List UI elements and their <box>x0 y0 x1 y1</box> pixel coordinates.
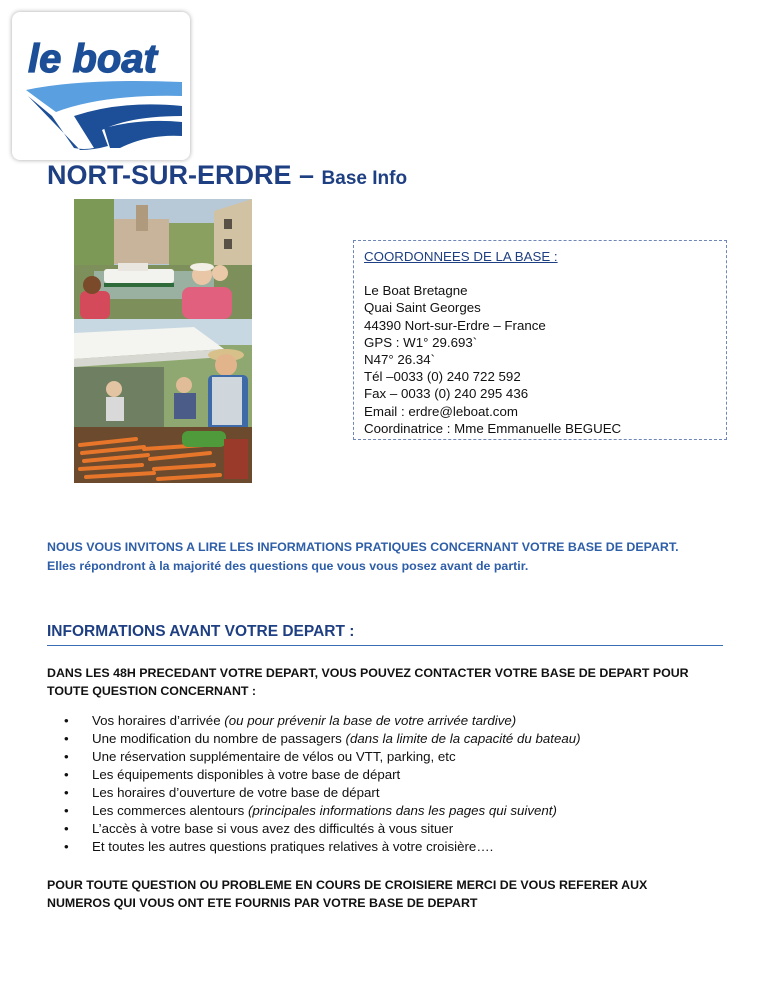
bullet-icon: • <box>64 839 69 854</box>
invite-line-1: NOUS VOUS INVITONS A LIRE LES INFORMATIONS PRATIQUES CONCERNANT VOTRE BASE DE DEPART. <box>47 540 679 554</box>
title-main: NORT-SUR-ERDRE – <box>47 160 322 190</box>
bullet-icon: • <box>64 731 69 746</box>
market-stall-photo <box>74 319 252 483</box>
bullet-icon: • <box>64 821 69 836</box>
coordinates-line-company: Le Boat Bretagne <box>364 283 468 299</box>
coordinates-line-email: Email : erdre@leboat.com <box>364 403 518 419</box>
list-item: • Les équipements disponibles à votre base de départ <box>64 767 401 782</box>
outro-line-2: NUMEROS QUI VOUS ONT ETE FOURNIS PAR VOTRE BASE DE DEPART <box>47 896 478 910</box>
coordinates-line-fax: Fax – 0033 (0) 240 295 436 <box>364 386 529 402</box>
coordinates-line-gps-west: GPS : W1° 29.693` <box>364 334 478 350</box>
bullet-icon: • <box>64 767 69 782</box>
intro-line-1: DANS LES 48H PRECEDANT VOTRE DEPART, VOUS POUVEZ CONTACTER VOTRE BASE DE DEPART POUR <box>47 666 689 680</box>
coordinates-line-city: 44390 Nort-sur-Erdre – France <box>364 317 546 333</box>
coordinates-line-gps-north: N47° 26.34` <box>364 352 436 368</box>
logo-wordmark: le boat <box>28 37 157 81</box>
bullet-icon: • <box>64 785 69 800</box>
bullet-icon: • <box>64 803 69 818</box>
outro-paragraph <box>47 876 737 912</box>
list-item: • Une modification du nombre de passagers (dans la limite de la capacité du bateau) <box>64 731 581 746</box>
coordinates-line-phone: Tél –0033 (0) 240 722 592 <box>364 369 521 385</box>
base-coordinates-box <box>353 240 727 440</box>
section-heading: INFORMATIONS AVANT VOTRE DEPART : <box>47 622 723 646</box>
bullet-icon: • <box>64 713 69 728</box>
bullet-icon: • <box>64 749 69 764</box>
intro-line-2: TOUTE QUESTION CONCERNANT : <box>47 684 257 698</box>
canal-village-boat-photo <box>74 199 252 319</box>
intro-paragraph <box>47 664 737 700</box>
title-sub: Base Info <box>321 168 408 189</box>
list-item: • Les horaires d’ouverture de votre base de départ <box>64 785 380 800</box>
invite-notice <box>47 538 737 576</box>
list-item: • Les commerces alentours (principales informations dans les pages qui suivent) <box>64 803 557 818</box>
coordinates-heading: COORDONNEES DE LA BASE : <box>364 249 558 264</box>
coordinates-line-street: Quai Saint Georges <box>364 300 481 316</box>
list-item: • Et toutes les autres questions pratiques relatives à votre croisière…. <box>64 839 494 854</box>
outro-line-1: POUR TOUTE QUESTION OU PROBLEME EN COURS DE CROISIERE MERCI DE VOUS REFERER AUX <box>47 878 648 892</box>
info-bullet-list <box>64 712 581 856</box>
list-item: • Vos horaires d’arrivée (ou pour prévenir la base de votre arrivée tardive) <box>64 713 517 728</box>
list-item: • Une réservation supplémentaire de vélos ou VTT, parking, etc <box>64 749 456 764</box>
le-boat-logo <box>12 12 190 160</box>
page-title <box>47 160 407 194</box>
coordinates-line-coordinator: Coordinatrice : Mme Emmanuelle BEGUEC <box>364 420 622 436</box>
list-item: • L’accès à votre base si vous avez des difficultés à vous situer <box>64 821 454 836</box>
invite-line-2: Elles répondront à la majorité des questions que vous vous posez avant de partir. <box>47 559 529 573</box>
